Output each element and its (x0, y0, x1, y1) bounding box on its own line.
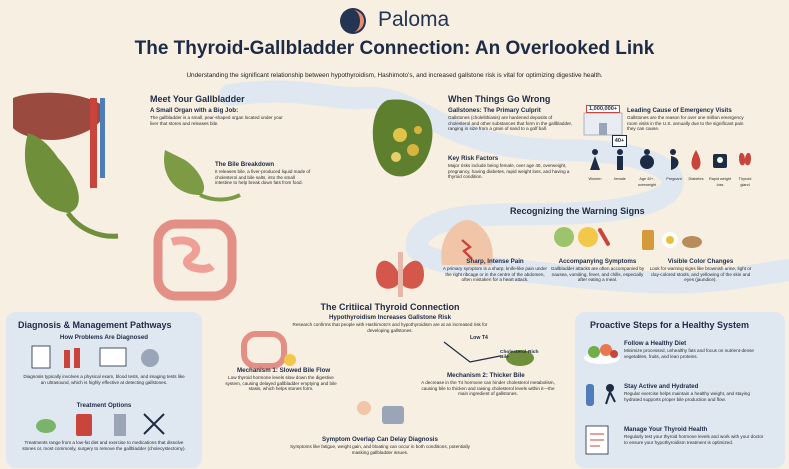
risk-label-pregnant: Pregnant (666, 177, 682, 181)
risk-icon-pregnant (664, 148, 684, 183)
mech1-title: Mechanism 1: Slowed Bile Flow (237, 367, 331, 374)
thyroid-gland-icon (737, 148, 753, 172)
proactive-diet-text: Minimize processed, unhealthy fats and focus on nutrient-dense vegetables, fruits, and lean proteins. (624, 348, 754, 359)
meet-organ-text: The gallbladder is a small, pear-shaped organ located under your liver that stores and releases bile. (150, 115, 283, 126)
risk-label-overweight: Age 40+, overweight (637, 177, 657, 187)
overweight-icon (638, 148, 656, 172)
warning-symptoms-title: Accompanying Symptoms (558, 258, 637, 265)
warning-symptoms-text: Gallbladder attacks are often accompanied by nausea, vomiting, fever, and chills, especially after eating a meal. (550, 266, 645, 283)
diagnosis-icons (30, 344, 180, 370)
blood-drop-icon (688, 148, 704, 172)
meet-organ-title: A Small Organ with a Big Job: (150, 107, 239, 114)
diagnosis-heading: Diagnosis & Management Pathways (18, 320, 172, 330)
pregnant-icon (666, 148, 682, 172)
risk-label-women: Women (588, 177, 602, 181)
age-badge: 40+ (612, 135, 627, 147)
female-icon (612, 148, 628, 172)
mech1-text: Low thyroid hormone levels slow down the digestive system, causing delayed gallbladder emptying and bile stasis, which helps stones form. (225, 375, 337, 392)
risk-icon-diabetes (686, 148, 706, 183)
diagnosis-how-title: How Problems Are Diagnosed (59, 334, 149, 341)
warning-item-pain (440, 258, 550, 283)
wrong-heading: When Things Go Wrong (448, 94, 551, 104)
thyroid-heading: The Critiical Thyroid Connection (320, 302, 460, 312)
risk-label-diabetes: Diabetes (688, 177, 704, 181)
risk-icon-overweight (634, 148, 660, 188)
risk-title: Key Risk Factors (448, 155, 499, 162)
active-hydrated-icon (582, 380, 622, 410)
risk-icon-women (586, 148, 604, 183)
warning-pain-title: Sharp, Intense Pain (466, 258, 524, 265)
proactive-active-title: Stay Active and Hydrated (624, 383, 699, 390)
color-change-icon (640, 222, 710, 257)
culprit-title: Gallstones: The Primary Culprit (448, 107, 541, 114)
warning-item-symptoms (550, 258, 645, 283)
diagnosis-treat-text: Treatments range from a low-fat diet and exercise to medications that dissolve stones or, most commonly, surgery to remove the gallbladder (cholecystectomy). (22, 440, 186, 451)
risk-label-thyroid: Thyroid gland (738, 177, 752, 187)
low-t4-label: Low T4 (470, 335, 488, 341)
page-subtitle: Understanding the significant relationship between hypothyroidism, Hashimoto's, and increased gallstone risk is vital for optimizing digestive health. (186, 72, 603, 79)
risk-icon-female (611, 148, 629, 183)
emergency-stat-badge (584, 105, 622, 135)
stat-label: 1,000,000+ (586, 105, 620, 113)
treatment-icons (34, 410, 174, 438)
bile-text: It releases bile, a fiver-produced liquid made of cholesterol and bile salts, into the small intestine to help break down fats from food. (215, 169, 311, 186)
proactive-heading: Proactive Steps for a Healthy System (590, 320, 750, 330)
mech2-text: A decrease in the T4 hormone can hinder cholesterol metabolism, causing bile to thicken and raising cholesterol levels within it—the main ingredient of gallstones. (421, 380, 555, 397)
overlap-title: Symptom Overlap Can Delay Diagnosis (322, 436, 438, 443)
page-title: The Thyroid-Gallbladder Connection: An Overlooked Link (134, 38, 655, 59)
warning-color-title: Visible Color Changes (667, 258, 734, 265)
warning-item-color (648, 258, 753, 283)
fatigue-scale-icon (352, 398, 412, 426)
slow-digestion-icon (240, 330, 300, 370)
thyroid-sub-text: Research confirms that people with Hashimoto's and hypothyroidism are at an increased risk for developing gallstones. (292, 322, 488, 333)
meet-heading: Meet Your Gallbladder (150, 94, 245, 104)
risk-label-female: female (614, 177, 626, 181)
nausea-fever-icon (552, 222, 622, 257)
thyroid-illustration (372, 252, 432, 297)
liver-gallbladder-illustration (8, 88, 128, 288)
risk-icon-weight-loss (708, 148, 732, 188)
intestines-icon (150, 218, 240, 308)
mech2-title: Mechanism 2: Thicker Bile (447, 372, 525, 379)
risk-text: Major risks include being female, over age 40, overweight, pregnancy, having diabetes, rapid weight loss, and having a thyroid condition. (448, 163, 570, 180)
proactive-active-text: Regular exercise helps maintain a healthy weight, and staying hydrated supports proper bile production and flow. (624, 391, 750, 402)
risk-label-weight-loss: Rapid weight loss (709, 177, 731, 187)
bile-title: The Bile Breakdown (215, 161, 275, 168)
risk-icon-thyroid (734, 148, 756, 188)
rich-bile-label: Cholesterol-Rich Bile (500, 350, 539, 360)
warning-heading: Recognizing the Warning Signs (510, 206, 645, 216)
overlap-text: Symptoms like fatigue, weight gain, and bloating can occur in both conditions, potentially masking gallbladder issues. (290, 444, 470, 455)
warning-color-text: Look for warning signs like brownish urine, light or clay-colored stools, and yellowing of the skin and eyes (jaundice). (649, 266, 752, 283)
culprit-text: Gallstones (cholelithiasis) are hardened deposits of cholesterol and other substances that form in the gallbladder, ranging in size from a grain of sand to a golf ball. (448, 115, 573, 132)
brand-name: Paloma (378, 8, 450, 31)
proactive-thyroid-title: Manage Your Thyroid Health (624, 426, 708, 433)
diagnosis-treat-title: Treatment Options (76, 402, 132, 409)
healthy-food-icon (582, 336, 622, 366)
proactive-diet-title: Follow a Healthy Diet (624, 340, 687, 347)
thyroid-sub-title: Hypothyroidism Increases Gallstone Risk (328, 314, 452, 321)
risk-icon-row (586, 148, 756, 193)
woman-icon (587, 148, 603, 172)
scale-icon (712, 148, 728, 172)
diagnosis-how-text: Diagnosis typically involves a physical exam, blood tests, and imaging tests like an ultrasound, which is highly effective at detecting gallstones. (23, 374, 185, 385)
thyroid-health-icon (582, 424, 622, 458)
emergency-title: Leading Cause of Emergency Visits (627, 107, 732, 114)
proactive-thyroid-text: Regularly test your thyroid hormone levels and work with your doctor to ensure your hypothyroidism treatment is optimized. (624, 434, 764, 445)
warning-pain-text: A primary symptom is a sharp, knife-like pain under the right ribcage or in the centre of the abdomen, often mistaken for a heart attack. (442, 266, 548, 283)
emergency-text: Gallstones are the reason for over one million emergency room visits in the U.S. annually due to the significant pain they can cause. (627, 115, 744, 132)
gallstones-gallbladder-icon (368, 95, 443, 195)
